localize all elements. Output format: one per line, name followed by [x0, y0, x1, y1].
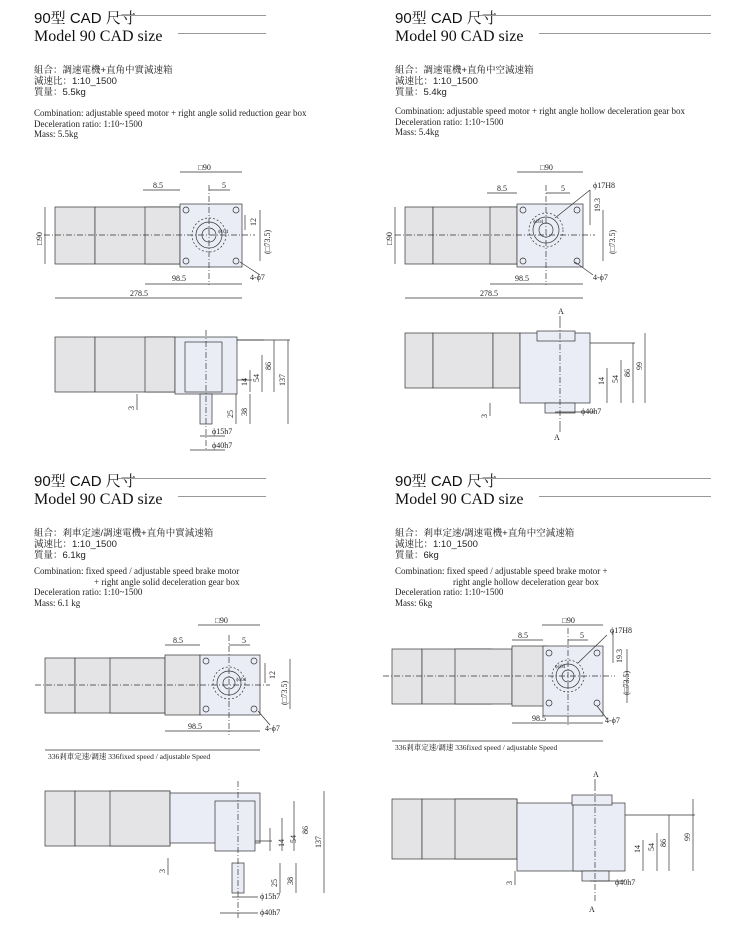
dim-pcd: ϕ104: [533, 220, 544, 225]
drawing-solid-speed-motor: [0, 0, 375, 462]
dim-38: 38: [286, 877, 295, 885]
dim-8-5: 8.5: [153, 181, 163, 190]
dim-shaft: ϕ15h7: [260, 892, 281, 901]
dim-holes: 4-ϕ7: [250, 273, 265, 282]
dim-19-3: 19.3: [593, 198, 602, 212]
dim-5: 5: [222, 181, 226, 190]
panel-title-en: Model 90 CAD size: [395, 28, 524, 45]
panel-title-en: Model 90 CAD size: [395, 491, 524, 508]
dim-99: 99: [683, 833, 692, 841]
dim-98-5: 98.5: [188, 722, 202, 731]
dim-86: 86: [264, 362, 273, 370]
dim-total: 336剎車定速/調速 336fixed speed / adjustable Speed: [395, 743, 558, 752]
dim-pcd: ϕ104: [555, 665, 566, 670]
dim-137: 137: [314, 836, 323, 848]
section-a-top: A: [593, 770, 599, 779]
dim-25: 25: [226, 410, 235, 418]
dim-86: 86: [659, 839, 668, 847]
dim-137: 137: [278, 374, 287, 386]
dim-14: 14: [597, 377, 606, 385]
dim-98-5: 98.5: [515, 274, 529, 283]
panel-title-en: Model 90 CAD size: [34, 28, 163, 45]
dim-pcd: ϕ104: [236, 678, 247, 683]
dim-5: 5: [242, 636, 246, 645]
dim-3: 3: [158, 869, 167, 873]
panel-title-cn: 90型 CAD 尺寸: [395, 473, 497, 490]
dim-sq90: □90: [215, 616, 228, 625]
dim-8-5: 8.5: [173, 636, 183, 645]
dim-sq90: □90: [198, 163, 211, 172]
dim-8-5: 8.5: [497, 184, 507, 193]
dim-38: 38: [240, 408, 249, 416]
dim-19-3: 19.3: [615, 649, 624, 663]
dim-sq73-5: (□73.5): [622, 670, 631, 695]
dim-holes: 4-ϕ7: [593, 273, 608, 282]
dim-99: 99: [635, 362, 644, 370]
dim-total: 278.5: [130, 289, 148, 298]
dim-12: 12: [249, 218, 258, 226]
dim-54: 54: [647, 843, 656, 851]
panel-title-cn: 90型 CAD 尺寸: [34, 473, 136, 490]
spec-cn: 組合：調速電機+直角中實減速箱 減速比：1:10_1500 質量：5.5kg: [34, 65, 173, 98]
panel-hollow-brake-motor: [375, 463, 750, 925]
section-a-top: A: [558, 307, 564, 316]
spec-cn: 組合：剎車定速/調速電機+直角中實減速箱 減速比：1:10_1500 質量：6.1kg: [34, 528, 214, 561]
panel-title-cn: 90型 CAD 尺寸: [34, 10, 136, 27]
dim-sq90: □90: [562, 616, 575, 625]
spec-en: Combination: fixed speed / adjustable speed brake motor + right angle solid deceleration gear box Deceleration ratio: 1:10~1500 Mass: 6.1 kg: [34, 566, 240, 608]
dim-3: 3: [505, 881, 514, 885]
panel-title-en: Model 90 CAD size: [34, 491, 163, 508]
dim-sq73-5: (□73.5): [263, 229, 272, 254]
drawing-hollow-speed-motor: [375, 0, 750, 462]
dim-side90: □90: [385, 232, 394, 245]
dim-bore: ϕ17H8: [593, 181, 615, 190]
dim-flange: ϕ40h7: [615, 878, 636, 887]
dim-54: 54: [289, 835, 298, 843]
dim-flange: ϕ40h7: [212, 441, 233, 450]
dim-total: 278.5: [480, 289, 498, 298]
motor-cap: [55, 207, 95, 264]
section-a-bottom: A: [554, 433, 560, 442]
dim-side90: □90: [35, 232, 44, 245]
spec-en: Combination: fixed speed / adjustable speed brake motor + right angle hollow deceleration gear box Deceleration ratio: 1:10~1500 Mass: 6kg: [395, 566, 608, 608]
dim-54: 54: [611, 375, 620, 383]
gearbox-front: [180, 204, 242, 267]
dim-3: 3: [127, 406, 136, 410]
section-a-bottom: A: [589, 905, 595, 914]
dim-bore: ϕ17H8: [610, 626, 632, 635]
spec-cn: 組合：剎車定速/調速電機+直角中空減速箱 減速比：1:10_1500 質量：6kg: [395, 528, 575, 561]
dim-flange: ϕ40h7: [581, 407, 602, 416]
dim-sq90: □90: [540, 163, 553, 172]
spec-en: Combination: adjustable speed motor + right angle hollow deceleration gear box Deceleration ratio: 1:10~1500 Mass: 5.4kg: [395, 106, 685, 137]
panel-hollow-speed-motor: [375, 0, 750, 462]
panel-title-cn: 90型 CAD 尺寸: [395, 10, 497, 27]
dim-25: 25: [270, 879, 279, 887]
panel-solid-brake-motor: [0, 463, 375, 925]
dim-shaft: ϕ15h7: [212, 427, 233, 436]
dim-sq73-5: (□73.5): [280, 680, 289, 705]
dim-86: 86: [623, 369, 632, 377]
dim-holes: 4-ϕ7: [265, 724, 280, 733]
drawing-solid-brake-motor: [0, 463, 375, 925]
dim-5: 5: [580, 631, 584, 640]
dim-98-5: 98.5: [532, 714, 546, 723]
dim-14: 14: [633, 845, 642, 853]
dim-54: 54: [252, 374, 261, 382]
dim-5: 5: [561, 184, 565, 193]
dim-8-5: 8.5: [518, 631, 528, 640]
dim-3: 3: [480, 414, 489, 418]
spec-cn: 組合：調速電機+直角中空減速箱 減速比：1:10_1500 質量：5.4kg: [395, 65, 534, 98]
dim-holes: 4-ϕ7: [605, 716, 620, 725]
dim-86: 86: [301, 826, 310, 834]
dim-14: 14: [240, 378, 249, 386]
dim-14: 14: [277, 839, 286, 847]
drawing-hollow-brake-motor: [375, 463, 750, 925]
dim-pcd: ϕ104: [218, 230, 229, 235]
dim-98-5: 98.5: [172, 274, 186, 283]
dim-12: 12: [268, 671, 277, 679]
dim-flange: ϕ40h7: [260, 908, 281, 917]
panel-solid-speed-motor: [0, 0, 375, 462]
spec-en: Combination: adjustable speed motor + right angle solid reduction gear box Deceleration ratio: 1:10~1500 Mass: 5.5kg: [34, 108, 307, 139]
dim-total: 336剎車定速/調速 336fixed speed / adjustable Speed: [48, 752, 211, 761]
dim-sq73-5: (□73.5): [608, 229, 617, 254]
